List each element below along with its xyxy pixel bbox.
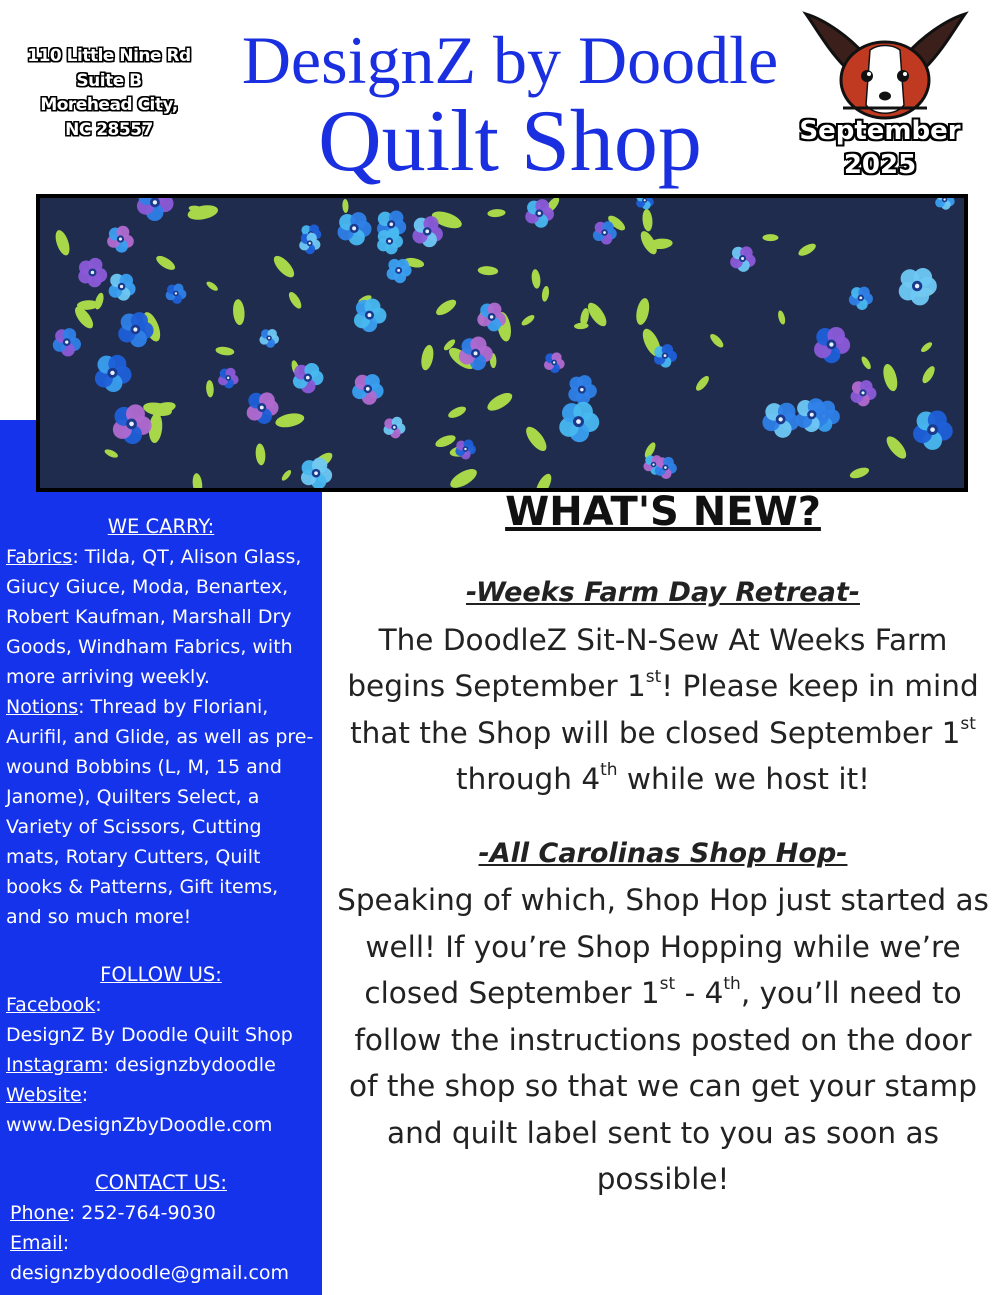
- dog-mascot-icon: [798, 10, 973, 120]
- fabrics-text: : Tilda, QT, Alison Glass, Giucy Giuce, Moda, Benartex, Robert Kaufman, Marshall Dry Goods, Windham Fabrics, with more arriving weekly.: [6, 546, 302, 688]
- website-value[interactable]: www.DesignZbyDoodle.com: [6, 1114, 273, 1136]
- address-line: Suite B: [76, 70, 142, 91]
- whats-new-heading: WHAT'S NEW?: [505, 489, 821, 535]
- address-line: Morehead City,: [40, 95, 178, 115]
- we-carry-heading: WE CARRY:: [107, 515, 215, 538]
- contact-us-heading: CONTACT US:: [95, 1171, 227, 1194]
- event-title-retreat: -Weeks Farm Day Retreat-: [466, 577, 860, 608]
- facebook-value: DesignZ By Doodle Quilt Shop: [6, 1024, 293, 1046]
- event-body-shop-hop: Speaking of which, Shop Hop just started as well! If you’re Shop Hopping while we’re closed September 1st - 4th, you’ll need to follow the instructions posted on the door of the shop so that we can get your stamp and quilt label sent to you as soon as possible!: [337, 883, 989, 1196]
- issue-date: [780, 114, 980, 182]
- shop-title-line2: Quilt Shop: [318, 93, 702, 190]
- website-label-line: [0, 1080, 322, 1110]
- facebook-link[interactable]: Facebook: [6, 994, 96, 1016]
- phone-label: Phone: [10, 1202, 69, 1224]
- notions-label: Notions: [6, 696, 79, 718]
- notions-paragraph: [0, 692, 322, 932]
- news-content: [336, 570, 990, 1203]
- instagram-line: [0, 1050, 322, 1080]
- shop-title-line1: DesignZ by Doodle: [241, 22, 779, 98]
- fabrics-paragraph: [0, 542, 322, 692]
- fabrics-label: Fabrics: [6, 546, 73, 568]
- event-title-shop-hop: -All Carolinas Shop Hop-: [478, 837, 848, 869]
- floral-fabric-banner: [36, 194, 968, 492]
- issue-month: September: [799, 116, 961, 146]
- address-line: NC 28557: [65, 119, 153, 140]
- shop-address: [4, 44, 214, 142]
- notions-text: : Thread by Floriani, Aurifil, and Glide, as well as pre-wound Bobbins (L, M, 15 and Janome), Quilters Select, a Variety of Scissors, Cutting mats, Rotary Cutters, Quilt books & Patterns, Gift items, and so much more!: [6, 696, 314, 928]
- instagram-link[interactable]: Instagram: [6, 1054, 103, 1076]
- issue-year: 2025: [843, 150, 917, 180]
- phone-value[interactable]: : 252-764-9030: [68, 1202, 216, 1224]
- facebook-colon: :: [95, 994, 102, 1016]
- email-label: Email: [10, 1232, 63, 1254]
- sidebar-content: [0, 512, 322, 1288]
- address-line: 110 Little Nine Rd: [27, 46, 191, 66]
- email-value[interactable]: designzbydoodle@gmail.com: [10, 1262, 290, 1284]
- website-colon: :: [81, 1084, 89, 1106]
- follow-us-heading: FOLLOW US:: [100, 963, 222, 986]
- facebook-label-line: [0, 990, 322, 1020]
- event-body-retreat: The DoodleZ Sit-N-Sew At Weeks Farm begins September 1st! Please keep in mind that the Shop will be closed September 1st through 4th while we host it!: [347, 622, 979, 796]
- email-label-line: [0, 1228, 322, 1258]
- website-link[interactable]: Website: [6, 1084, 82, 1106]
- email-colon: :: [62, 1232, 70, 1254]
- instagram-value: : designzbydoodle: [102, 1054, 276, 1076]
- phone-line: [0, 1198, 322, 1228]
